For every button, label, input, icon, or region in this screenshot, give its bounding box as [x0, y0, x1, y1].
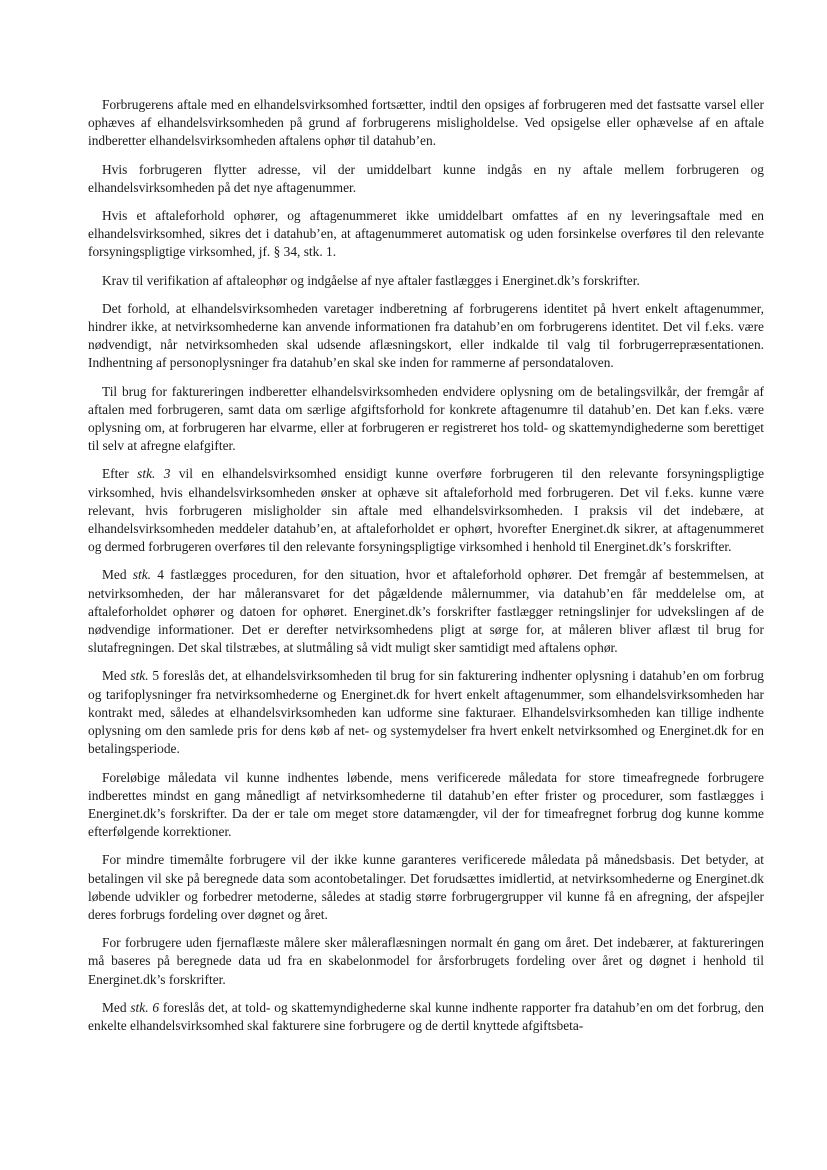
paragraph-12 [88, 934, 764, 989]
paragraph-7-stk-ref: stk. 3 [137, 466, 171, 482]
paragraph-9-stk-ref: stk. [130, 668, 149, 684]
paragraph-1 [88, 96, 764, 151]
paragraph-2-text: Hvis forbrugeren flytter adresse, vil der umiddelbart kunne indgås en ny aftale mellem forbrugeren og elhandelsvirksomheden på det nye aftagenummer. [88, 161, 764, 195]
paragraph-8-stk-ref: stk. [132, 567, 151, 583]
paragraph-11-text: For mindre timemålte forbrugere vil der ikke kunne garanteres verificerede måledata på månedsbasis. Det betyder, at betalingen vil ske på beregnede data som acontobetalinger. Det forudsættes imidlertid, at netvirksomhederne og Energinet.dk løbende udvikler og forbedrer metoderne, således at stadig større forbrugergrupper vil kunne få en afregning, der afspejler deres forbrugs fordeling over døgnet og året. [88, 852, 764, 922]
paragraph-1-text: Forbrugerens aftale med en elhandelsvirksomhed fortsætter, indtil den opsiges af forbrugeren med det fastsatte varsel eller ophæves af elhandelsvirksomheden på grund af forbrugerens misligholdelse. Ved opsigelse eller ophævelse af en aftale indberetter elhandelsvirksomheden aftalens ophør til datahub’en. [88, 97, 764, 149]
paragraph-6 [88, 383, 764, 456]
paragraph-12-text: For forbrugere uden fjernaflæste målere sker måleraflæsningen normalt én gang om året. Det indebærer, at faktureringen må baseres på beregnede data ud fra en skabelonmodel for årsforbrugets fordeling over året og døgnet i henhold til Energinet.dk’s forskrifter. [88, 935, 764, 987]
paragraph-13-text: foreslås det, at told- og skattemyndighederne skal kunne indhente rapporter fra datahub’en om det forbrug, den enkelte elhandelsvirksomhed skal fakturere sine forbrugere og de dertil knyttede afgiftsbeta- [88, 999, 765, 1033]
paragraph-10-text: Foreløbige måledata vil kunne indhentes løbende, mens verificerede måledata for store timeafregnede forbrugere indberettes mindst en gang månedligt af netvirksomhederne til datahub’en efter frister og procedurer, som fastlægges i Energinet.dk’s forskrifter. Da der er tale om meget store datamængder, vil der for timeafregnet forbrug dog kunne komme efterfølgende korrektioner. [88, 769, 764, 840]
paragraph-13-lead: Med [102, 999, 131, 1015]
document-page [88, 96, 764, 1045]
paragraph-4 [88, 272, 764, 290]
paragraph-9 [88, 667, 764, 758]
paragraph-5-text: Det forhold, at elhandelsvirksomheden varetager indberetning af forbrugerens identitet på hvert enkelt aftagenummer, hindrer ikke, at netvirksomhederne kan anvende informationen fra datahub’en om forbrugerens identitet. Det vil f.eks. være nødvendigt, når netvirksomheden skal udsende aflæsningskort, eller indkalde til valg til forbrugerrepræsentationen. Indhentning af personoplysninger fra datahub’en skal ske inden for rammerne af persondataloven. [88, 300, 764, 371]
paragraph-7 [88, 465, 764, 556]
paragraph-6-text: Til brug for faktureringen indberetter elhandelsvirksomheden endvidere oplysning om de betalingsvilkår, der fremgår af aftalen med forbrugeren, samt data om særlige afgiftsforhold for konkrete aftagenumre til datahub’en. Det kan f.eks. være oplysning om, at forbrugeren har elvarme, eller at forbrugeren er registreret hos told- og skattemyndighederne som berettiget til selv at afregne elafgifter. [88, 383, 764, 454]
paragraph-10 [88, 769, 764, 842]
paragraph-13-stk-ref: stk. 6 [130, 999, 160, 1015]
paragraph-7-text: vil en elhandelsvirksomhed ensidigt kunne overføre forbrugeren til den relevante forsyningspligtige virksomhed, hvis elhandelsvirksomheden ønsker at ophæve sit aftaleforhold med forbrugeren. Det vil f.eks. kunne være relevant, hvis forbrugeren misligholder sin aftale med elhandelsvirksomheden. I praksis vil det indebære, at elhandelsvirksomheden meddeler datahub’en, at aftaleforholdet er ophørt, hvorefter Energinet.dk sikrer, at aftagenummeret og dermed forbrugeren overføres til den relevante forsyningspligtige virksomhed i henhold til Energinet.dk’s forskrifter. [88, 466, 765, 555]
paragraph-13 [88, 999, 764, 1035]
paragraph-7-lead: Efter [102, 466, 138, 482]
paragraph-3 [88, 207, 764, 262]
paragraph-4-text: Krav til verifikation af aftaleophør og indgåelse af nye aftaler fastlægges i Energinet.dk’s forskrifter. [102, 272, 640, 288]
paragraph-3-text: Hvis et aftaleforhold ophører, og aftagenummeret ikke umiddelbart omfattes af en ny leveringsaftale med en elhandelsvirksomhed, sikres det i datahub’en, at aftagenummeret automatisk og uden forsinkelse overføres til den relevante forsyningspligtige virksomhed, jf. § 34, stk. 1. [88, 208, 764, 260]
paragraph-5 [88, 300, 764, 373]
paragraph-8-text: 4 fastlægges proceduren, for den situation, hvor et aftaleforhold ophører. Det fremgår af bestemmelsen, at netvirksomheden, der har måleransvaret for det pågældende målernummer, via datahub’en får meddelelse om, at aftaleforholdet ophører og datoen for ophøret. Energinet.dk’s forskrifter fastlægger retningslinjer for udvekslingen af de nødvendige informationer. Det er derefter netvirksomhedens pligt at sørge for, at måleren bliver aflæst til brug for slutafregningen. Det skal tilstræbes, at slutmåling så vidt muligt sker samtidigt med aftalens ophør. [88, 567, 764, 656]
paragraph-8 [88, 566, 764, 657]
paragraph-8-lead: Med [102, 567, 133, 583]
paragraph-11 [88, 851, 764, 924]
paragraph-9-text: 5 foreslås det, at elhandelsvirksomheden til brug for sin fakturering indhenter oplysning i datahub’en om forbrug og tarifoplysninger fra netvirksomhederne og Energinet.dk for hvert enkelt aftagenummer, som elhandelsvirksomheden har kontrakt med, således at elhandelsvirksomheden kan udforme sine fakturaer. Elhandelsvirksomheden kan tillige indhente oplysning om den samlede pris for dens køb af net- og systemydelser fra hvert enkelt netvirksomhed og Energinet.dk for en betalingsperiode. [88, 668, 764, 757]
paragraph-9-lead: Med [102, 668, 131, 684]
paragraph-2 [88, 161, 764, 197]
